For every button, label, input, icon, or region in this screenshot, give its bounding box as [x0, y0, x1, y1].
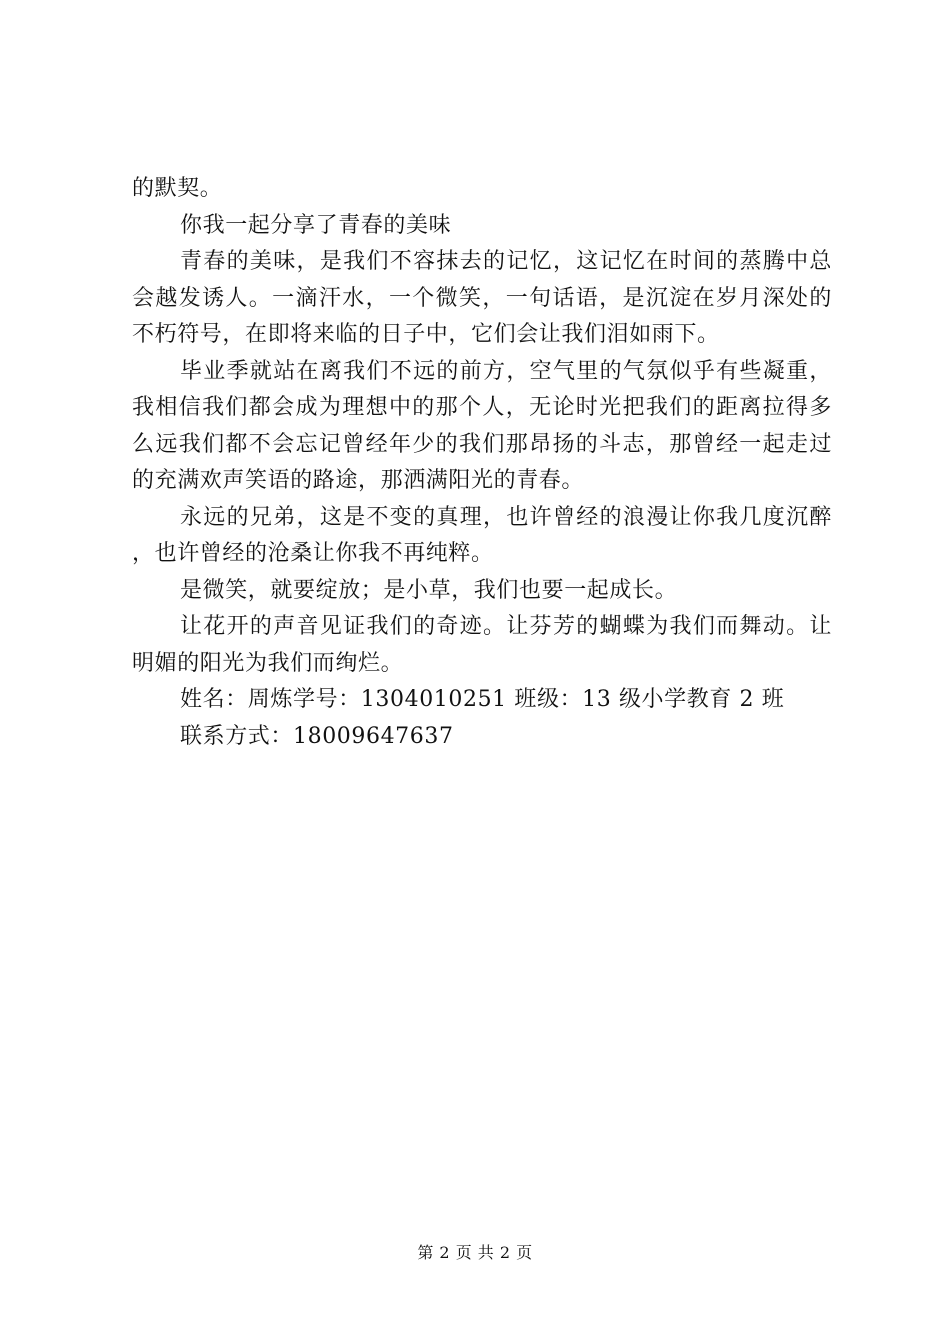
- paragraph-2: 你我一起分享了青春的美味: [180, 212, 452, 238]
- document-body: [132, 171, 832, 755]
- paragraph-1: 的默契。: [132, 176, 223, 201]
- paragraph-6: 是微笑，就要绽放；是小草，我们也要一起成长。: [180, 577, 678, 603]
- page-footer: 第 2 页 共 2 页: [417, 1243, 533, 1262]
- paragraph-7: 让花开的声音见证我们的奇迹。让芬芳的蝴蝶为我们而舞动。让明媚的阳光为我们而绚烂。: [132, 614, 832, 676]
- paragraph-5: 永远的兄弟，这是不变的真理，也许曾经的浪漫让你我几度沉醉，也许曾经的沧桑让你我不再纯粹。: [132, 504, 832, 566]
- paragraph-3: 青春的美味，是我们不容抹去的记忆，这记忆在时间的蒸腾中总会越发诱人。一滴汗水，一个微笑，一句话语，是沉淀在岁月深处的不朽符号，在即将来临的日子中，它们会让我们泪如雨下。: [132, 249, 832, 347]
- author-info: 姓名：周炼学号：1304010251 班级：13 级小学教育 2 班: [180, 687, 785, 712]
- contact-info: 联系方式：18009647637: [180, 723, 454, 749]
- paragraph-4: 毕业季就站在离我们不远的前方，空气里的气氛似乎有些凝重，我相信我们都会成为理想中的那个人，无论时光把我们的距离拉得多么远我们都不会忘记曾经年少的我们那昂扬的斗志，那曾经一起走过的充满欢声笑语的路途，那洒满阳光的青春。: [132, 358, 832, 493]
